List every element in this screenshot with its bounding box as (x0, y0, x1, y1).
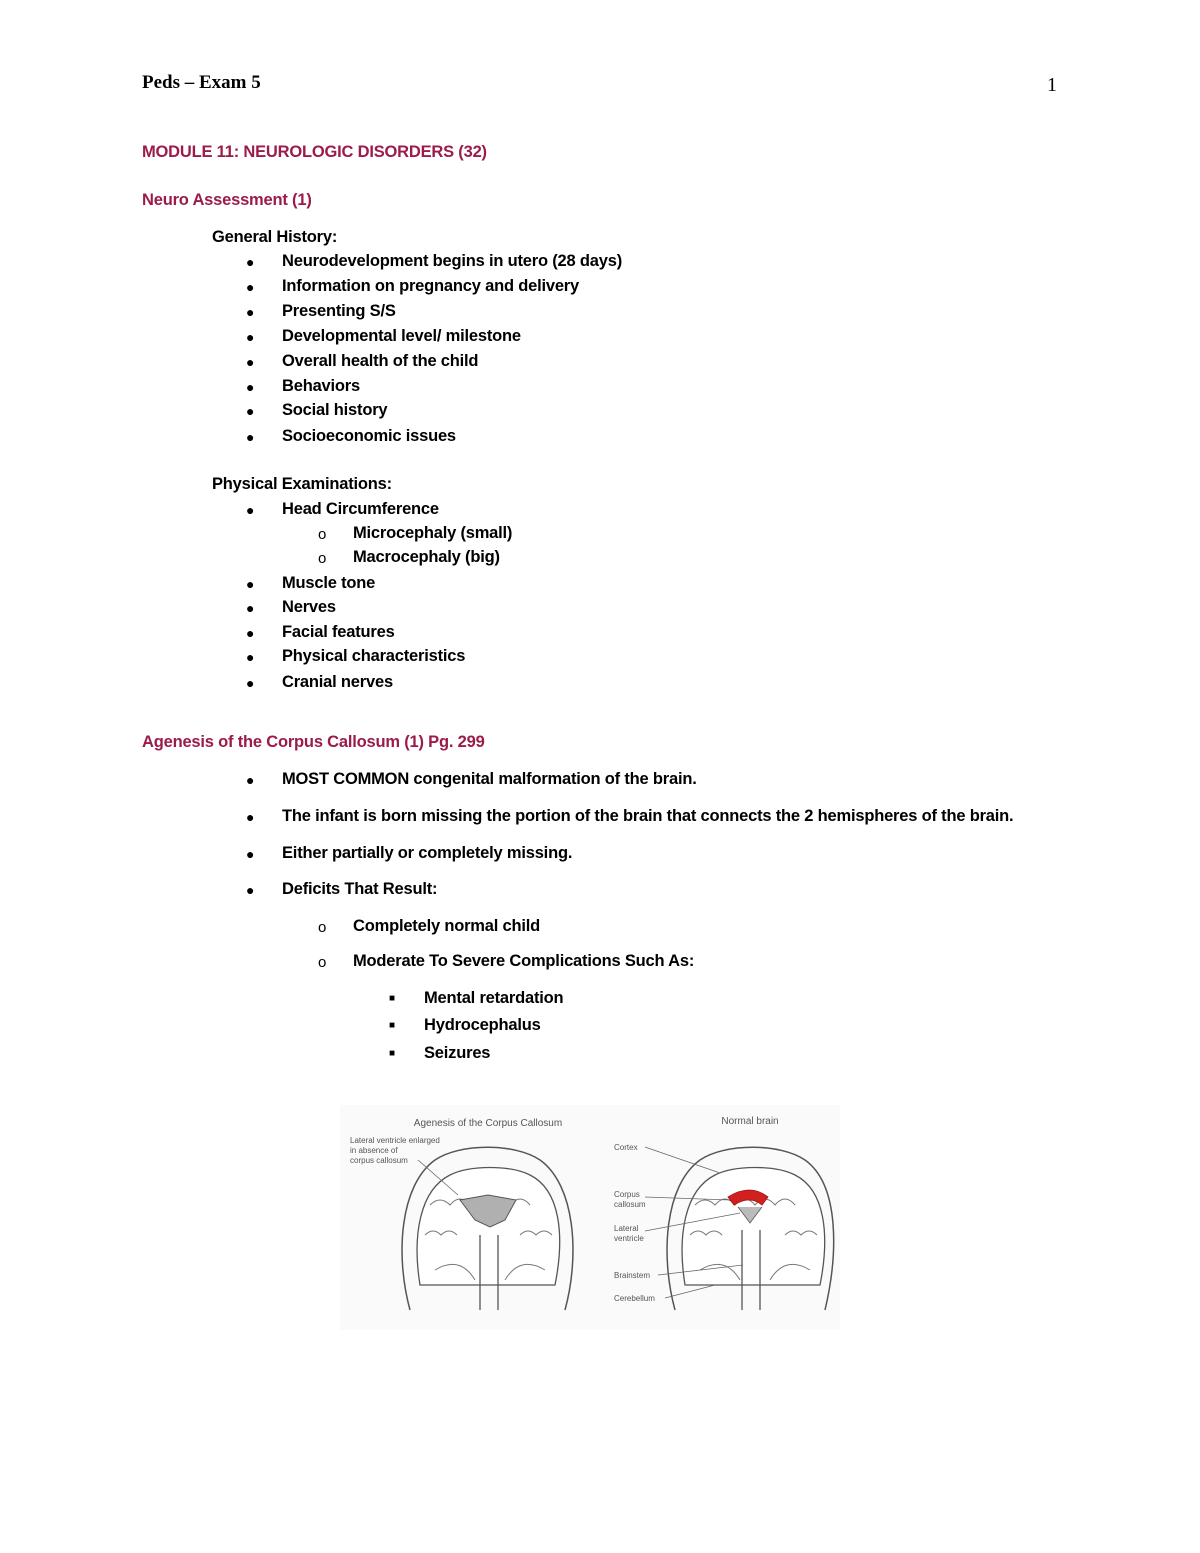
bullet: ● (246, 429, 255, 445)
complication-item: Hydrocephalus (424, 1016, 541, 1034)
list-item: Socioeconomic issues (282, 427, 456, 445)
brain-comparison-figure (340, 1105, 840, 1330)
square-bullet: ■ (389, 1048, 396, 1059)
list-item: Information on pregnancy and delivery (282, 277, 579, 295)
left-label-line: in absence of (350, 1146, 398, 1155)
bullet: ● (246, 279, 255, 295)
sub-list-item: Macrocephaly (big) (353, 548, 500, 566)
sub-list-item: Microcephaly (small) (353, 524, 513, 542)
complication-item: Seizures (424, 1044, 491, 1062)
page-number: 1 (1047, 74, 1057, 96)
right-label-cortex: Cortex (614, 1143, 638, 1152)
bullet: ● (246, 576, 255, 592)
right-figure-title: Normal brain (721, 1116, 779, 1127)
right-label-corpus: Corpus (614, 1190, 640, 1199)
right-label-brainstem: Brainstem (614, 1271, 651, 1280)
physical-exam-label: Physical Examinations: (212, 475, 392, 493)
bullet: ● (246, 675, 255, 691)
bullet: ● (246, 379, 255, 395)
list-item: Facial features (282, 623, 395, 641)
list-item: Muscle tone (282, 574, 376, 592)
bullet: ● (246, 304, 255, 320)
bullet: ● (246, 625, 255, 641)
header-title: Peds – Exam 5 (142, 72, 261, 93)
list-item: MOST COMMON congenital malformation of the brain. (282, 770, 697, 788)
bullet: ● (246, 254, 255, 270)
list-item: Presenting S/S (282, 302, 396, 320)
sub-bullet: o (318, 954, 327, 971)
left-label-line: corpus callosum (350, 1156, 408, 1165)
left-label-line: Lateral ventricle enlarged (350, 1136, 440, 1145)
sub-bullet: o (318, 550, 327, 567)
sub-bullet: o (318, 919, 327, 936)
list-item: The infant is born missing the portion of the brain that connects the 2 hemispheres of the brain. (282, 807, 1014, 825)
general-history-label: General History: (212, 228, 338, 246)
bullet: ● (246, 354, 255, 370)
bullet: ● (246, 600, 255, 616)
list-item: Developmental level/ milestone (282, 327, 521, 345)
list-item: Head Circumference (282, 500, 439, 518)
bullet: ● (246, 649, 255, 665)
list-item: Social history (282, 401, 388, 419)
right-label-ventricle: ventricle (614, 1234, 644, 1243)
list-item: Cranial nerves (282, 673, 393, 691)
list-item: Nerves (282, 598, 336, 616)
module-heading: MODULE 11: NEUROLOGIC DISORDERS (32) (142, 143, 487, 161)
list-item: Overall health of the child (282, 352, 479, 370)
neuro-assessment-heading: Neuro Assessment (1) (142, 191, 312, 209)
bullet: ● (246, 502, 255, 518)
agenesis-heading: Agenesis of the Corpus Callosum (1) Pg. 299 (142, 733, 485, 751)
square-bullet: ■ (389, 993, 396, 1004)
bullet: ● (246, 772, 255, 788)
right-label-cerebellum: Cerebellum (614, 1294, 655, 1303)
sub-list-item: Moderate To Severe Complications Such As: (353, 952, 695, 970)
list-item: Physical characteristics (282, 647, 466, 665)
right-label-lateral: Lateral (614, 1224, 639, 1233)
right-label-callosum: callosum (614, 1200, 646, 1209)
bullet: ● (246, 809, 255, 825)
list-item: Behaviors (282, 377, 360, 395)
list-item: Deficits That Result: (282, 880, 438, 898)
complication-item: Mental retardation (424, 989, 564, 1007)
sub-bullet: o (318, 526, 327, 543)
sub-list-item: Completely normal child (353, 917, 541, 935)
square-bullet: ■ (389, 1020, 396, 1031)
bullet: ● (246, 846, 255, 862)
bullet: ● (246, 882, 255, 898)
left-figure-title: Agenesis of the Corpus Callosum (413, 1118, 563, 1129)
list-item: Either partially or completely missing. (282, 844, 573, 862)
list-item: Neurodevelopment begins in utero (28 days) (282, 252, 623, 270)
bullet: ● (246, 329, 255, 345)
bullet: ● (246, 403, 255, 419)
